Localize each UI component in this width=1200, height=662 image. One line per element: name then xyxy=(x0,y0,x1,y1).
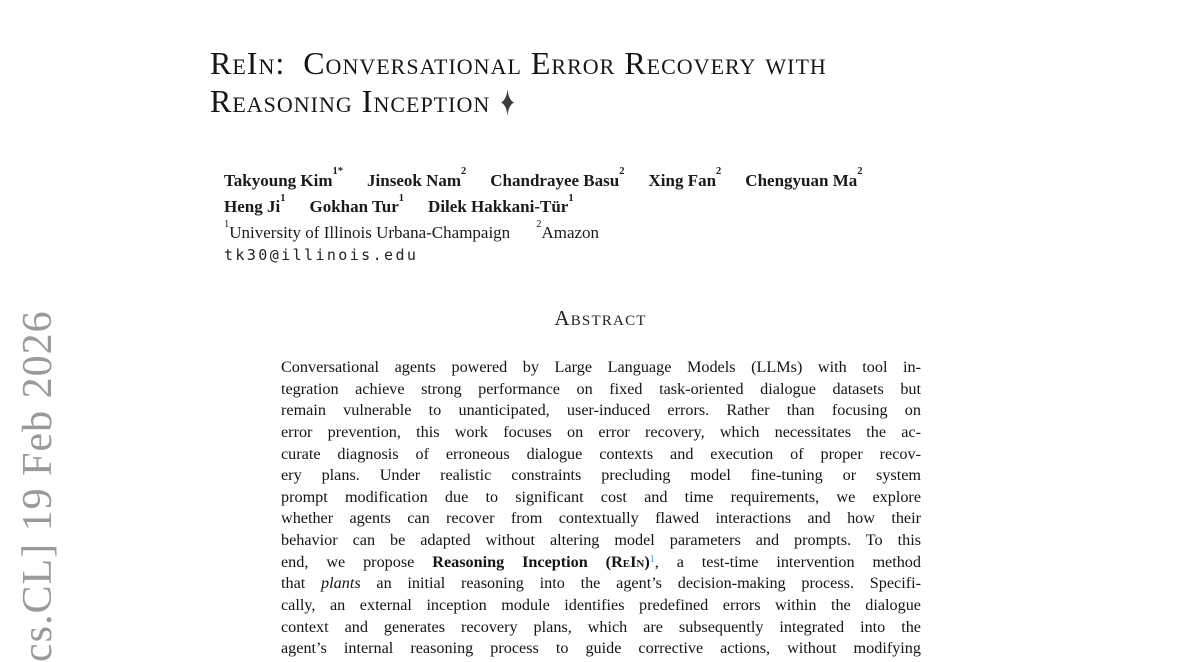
arxiv-watermark: cs.CL] 19 Feb 2026 xyxy=(15,310,61,662)
author-name: Dilek Hakkani-Tür$^1$ xyxy=(428,192,574,217)
abstract-text-segment: , a test-time intervention method xyxy=(654,552,921,571)
affiliation: $^1$University of Illinois Urbana-Champaign xyxy=(224,218,511,242)
abstract-line xyxy=(281,638,921,660)
abstract-text-segment: ReIn xyxy=(611,552,645,571)
abstract-text-segment: agent’s internal reasoning process to guide corrective actions, without modifying xyxy=(281,639,921,658)
author-block xyxy=(224,165,863,266)
author-affiliation-marker: 2 xyxy=(461,166,467,178)
abstract-text-segment: Conversational agents powered by Large Language Models (LLMs) with tool in- xyxy=(281,358,921,376)
abstract-line xyxy=(281,617,921,639)
abstract-line xyxy=(281,400,921,422)
abstract-heading: Abstract xyxy=(554,306,647,330)
abstract-line xyxy=(281,487,921,509)
abstract-text-segment: ery plans. Under realistic constraints precluding model fine-tuning or system xyxy=(281,466,921,485)
title-line-2: Reasoning Inception xyxy=(210,83,491,119)
paper-title xyxy=(210,44,827,124)
author-name: Takyoung Kim$^{1*}$ xyxy=(224,166,344,190)
author-name: Chengyuan Ma$^2$ xyxy=(745,166,863,190)
abstract-text-segment: plants xyxy=(321,574,361,593)
affiliation-line xyxy=(224,218,863,244)
abstract-line xyxy=(281,573,921,595)
abstract-text-segment: that xyxy=(281,574,322,593)
abstract-line xyxy=(281,422,921,444)
author-affiliation-marker: 1 xyxy=(568,192,574,204)
abstract-text-segment: an initial reasoning into the agent’s decision-making process. Specifi- xyxy=(360,574,921,593)
author-row xyxy=(224,165,863,192)
author-row xyxy=(224,192,863,219)
author-name: Chandrayee Basu$^2$ xyxy=(490,166,625,190)
abstract-line xyxy=(281,465,921,487)
abstract-line xyxy=(281,357,921,379)
abstract-text-segment: context and generates recovery plans, which are subsequently integrated into the xyxy=(281,617,921,636)
abstract-line xyxy=(281,530,921,552)
contact-email: tk30@illinois.edu xyxy=(224,245,419,264)
affiliation-marker: 1 xyxy=(224,218,230,230)
sparkle-star-icon xyxy=(499,86,516,124)
author-name: Gokhan Tur$^1$ xyxy=(309,192,405,217)
abstract-text-segment: end, we propose xyxy=(281,552,433,571)
abstract-text-segment: prompt modification due to significant cost and time requirements, we explore xyxy=(281,487,921,506)
abstract-text-segment: behavior can be adapted without altering model parameters and prompts. To this xyxy=(281,531,921,550)
author-name: Xing Fan$^2$ xyxy=(648,166,722,190)
abstract-line xyxy=(281,444,921,466)
abstract-text-segment: error prevention, this work focuses on error recovery, which necessitates the ac- xyxy=(281,422,921,441)
abstract-text-segment: tegration achieve strong performance on fixed task-oriented dialogue datasets but xyxy=(281,379,921,398)
footnote-link[interactable]: 1 xyxy=(649,553,655,565)
abstract-line xyxy=(281,595,921,617)
author-affiliation-marker: 2 xyxy=(619,166,625,178)
abstract-text-segment: remain vulnerable to unanticipated, user-induced errors. Rather than focusing on xyxy=(281,401,921,420)
abstract-text-segment: cally, an external inception module identifies predefined errors within the dialogue xyxy=(281,596,921,615)
author-affiliation-marker: 1 xyxy=(280,192,286,204)
author-affiliation-marker: 2 xyxy=(716,166,722,178)
affiliation-marker: 2 xyxy=(536,218,542,230)
abstract-line xyxy=(281,508,921,530)
author-affiliation-marker: 1 xyxy=(398,192,405,204)
author-affiliation-marker: 2 xyxy=(857,166,863,178)
author-affiliation-marker: 1* xyxy=(332,166,344,178)
abstract-line xyxy=(281,379,921,401)
affiliation: $^2$Amazon xyxy=(536,218,600,242)
abstract-text-segment: Reasoning Inception ( xyxy=(432,552,612,571)
abstract-line xyxy=(281,552,921,574)
author-name: Heng Ji$^1$ xyxy=(224,192,286,217)
abstract-body xyxy=(281,357,921,660)
abstract-text-segment: curate diagnosis of erroneous dialogue contexts and execution of proper recov- xyxy=(281,444,921,463)
title-line-1: ReIn: Conversational Error Recovery with xyxy=(210,45,827,81)
abstract-text-segment: whether agents can recover from contextually flawed interactions and how their xyxy=(281,509,921,528)
author-name: Jinseok Nam$^2$ xyxy=(367,166,467,190)
author-rows xyxy=(224,165,863,218)
abstract-text-segment: ) xyxy=(644,552,650,571)
